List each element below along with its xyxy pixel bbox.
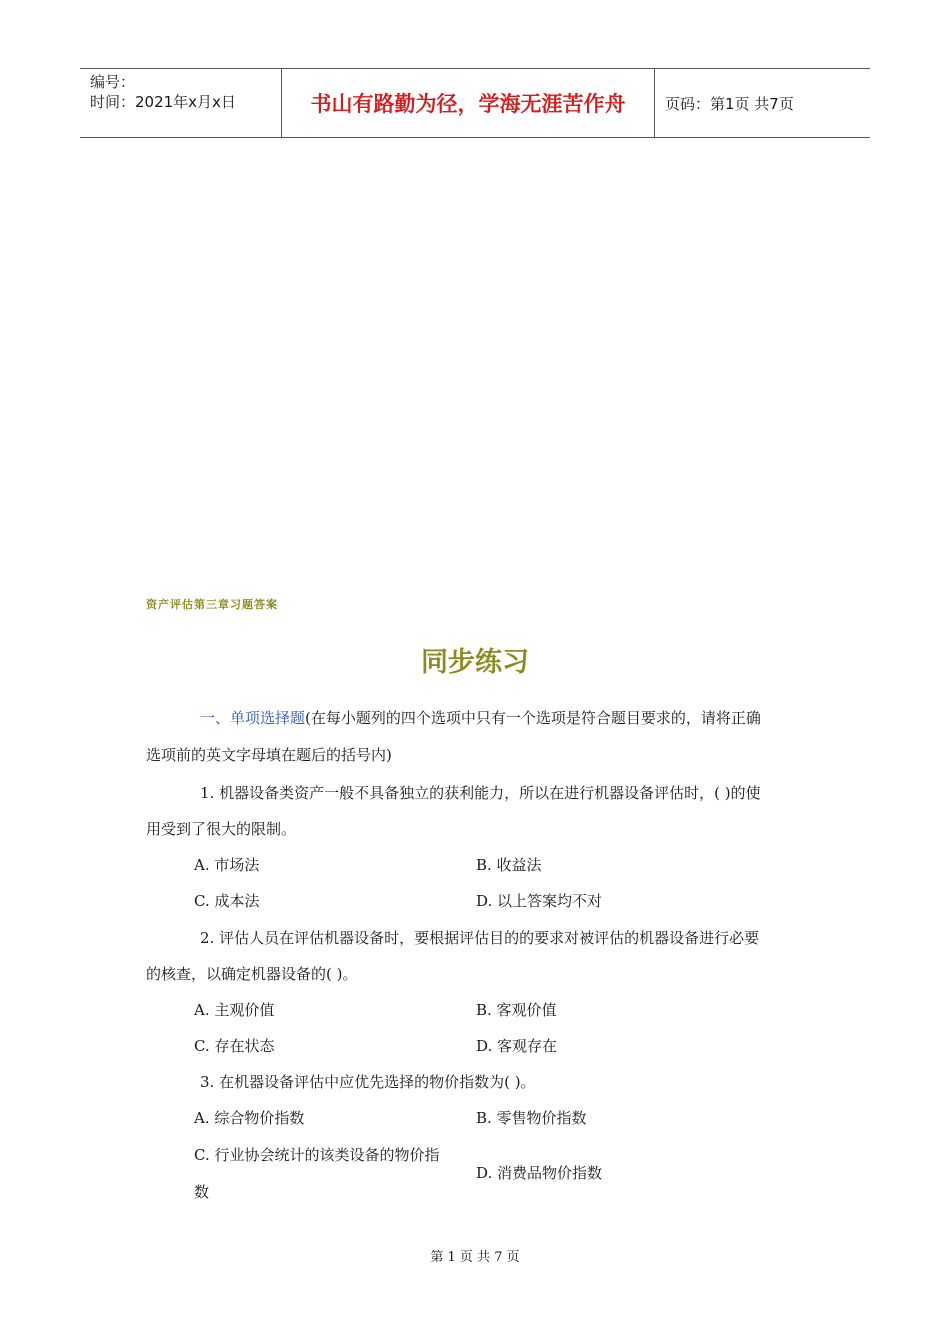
question-3-option-c-wrap: 数: [194, 1183, 210, 1201]
code-label: 编号：: [90, 73, 136, 91]
question-2-option-c: C. 存在状态: [194, 1037, 275, 1055]
page-footer: 第 1 页 共 7 页: [430, 1250, 520, 1265]
header-page-info: 页码：第1页 共7页: [665, 94, 794, 113]
header-left-cell: [80, 69, 282, 137]
question-2-option-d: D. 客观存在: [476, 1037, 558, 1055]
question-3-option-c: C. 行业协会统计的该类设备的物价指: [194, 1146, 440, 1164]
document-title: 同步练习: [421, 647, 529, 678]
question-1-text: 1. 机器设备类资产一般不具备独立的获利能力，所以在进行机器设备评估时，( )的使: [200, 784, 761, 802]
question-2-text-wrap: 的核查，以确定机器设备的( )。: [146, 965, 358, 983]
section-instruction: (在每小题列的四个选项中只有一个选项是符合题目要求的，请将正确: [305, 709, 761, 727]
section-instruction-wrap: 选项前的英文字母填在题后的括号内): [146, 746, 392, 764]
document-subtitle: 资产评估第三章习题答案: [146, 598, 278, 611]
header-motto: 书山有路勤为径，学海无涯苦作舟: [282, 69, 655, 137]
question-3-option-a: A. 综合物价指数: [194, 1109, 305, 1127]
question-2-option-a: A. 主观价值: [194, 1001, 275, 1019]
section-heading: [200, 708, 761, 728]
question-1-option-a: A. 市场法: [194, 856, 260, 874]
question-1-option-b: B. 收益法: [476, 856, 542, 874]
question-1-text-wrap: 用受到了很大的限制。: [146, 820, 297, 838]
question-1-option-d: D. 以上答案均不对: [476, 892, 603, 910]
question-3-option-b: B. 零售物价指数: [476, 1109, 587, 1127]
question-3-text: 3. 在机器设备评估中应优先选择的物价指数为( )。: [200, 1073, 536, 1091]
question-2-option-b: B. 客观价值: [476, 1001, 557, 1019]
section-prefix: 一、单项选择题: [200, 709, 306, 727]
question-2-text: 2. 评估人员在评估机器设备时，要根据评估目的的要求对被评估的机器设备进行必要: [200, 929, 760, 947]
time-label: 时间：2021年x月x日: [90, 93, 236, 111]
question-1-option-c: C. 成本法: [194, 892, 260, 910]
question-3-option-d: D. 消费品物价指数: [476, 1164, 603, 1182]
header-table: [80, 68, 870, 138]
